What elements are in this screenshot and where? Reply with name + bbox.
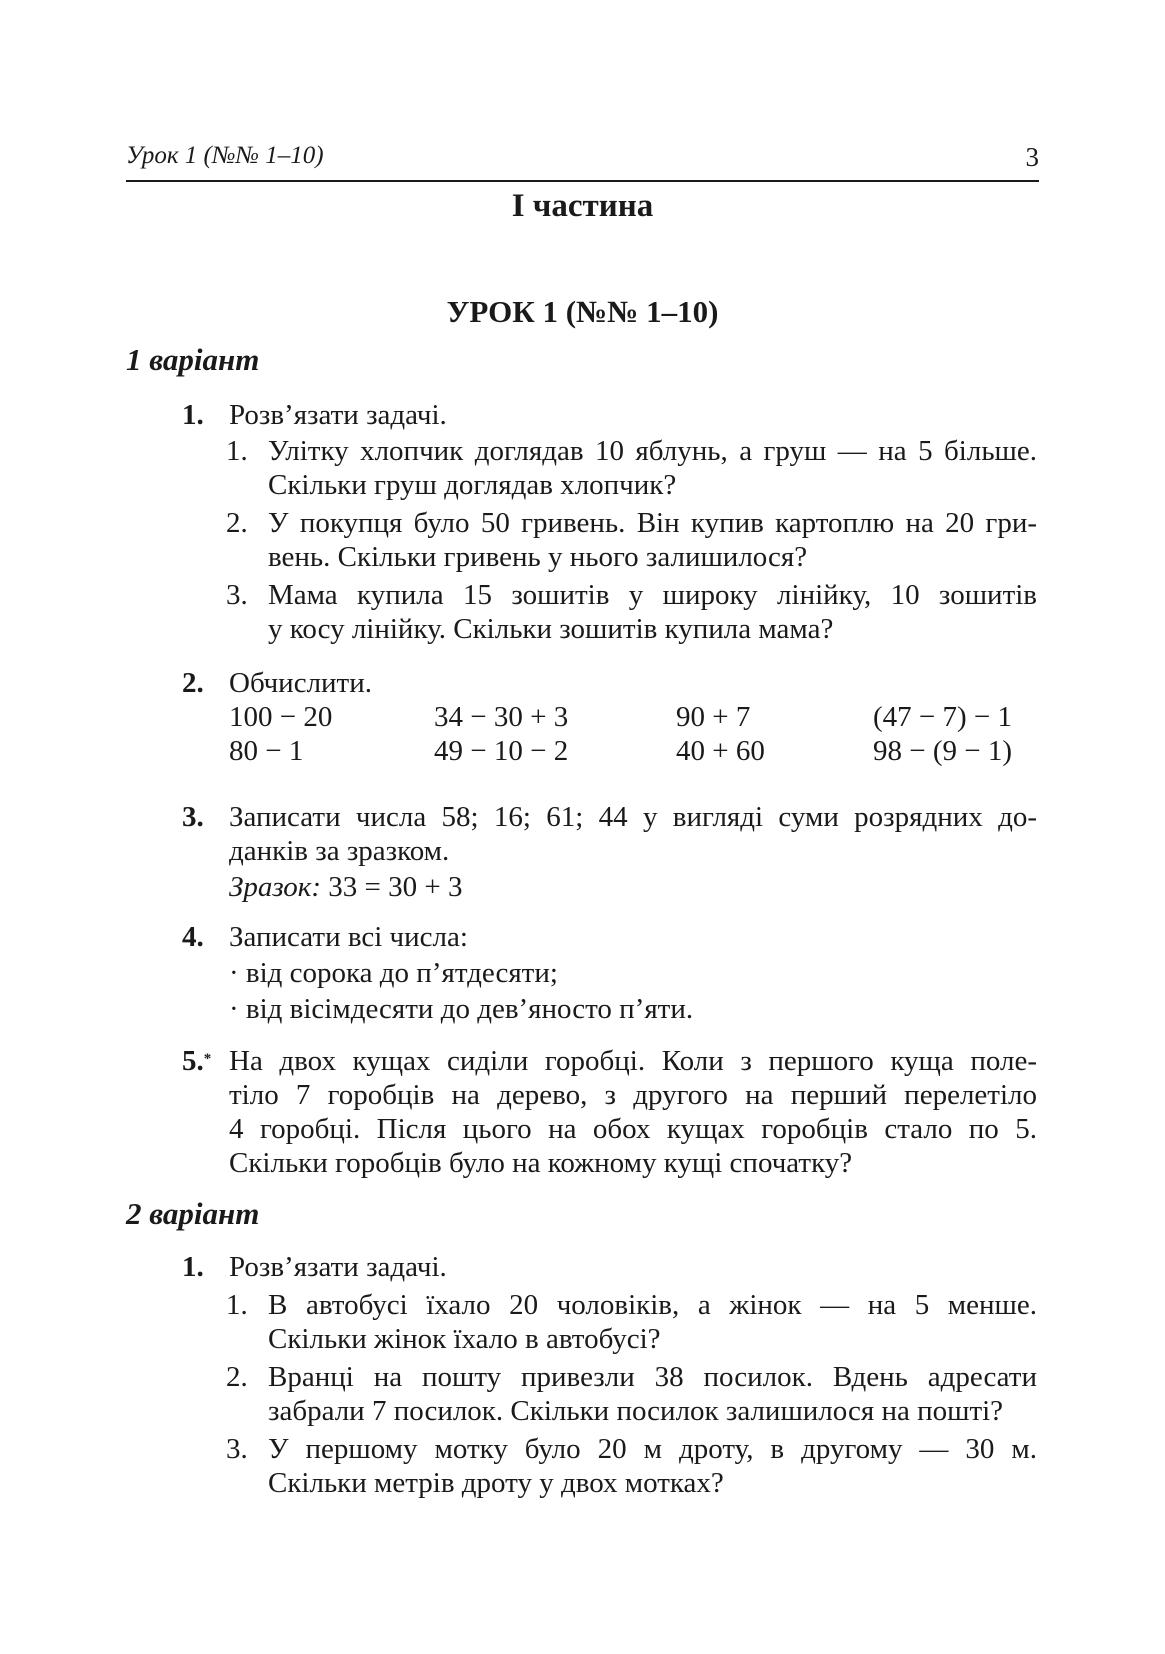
v1-task5-line2: тіло 7 горобців на дерево, з другого на перший перелетіло (229, 1079, 1037, 1111)
v1-task2-number: 2. (182, 667, 204, 699)
calc-expression: 49 − 10 − 2 (434, 735, 569, 767)
v1-problem1-line1: Улітку хлопчик доглядав 10 яблунь, а груш — на 5 більше. (268, 435, 1037, 467)
calc-expression: 80 − 1 (229, 735, 304, 767)
sample-label: Зразок: (229, 871, 322, 903)
v1-task5-line4: Скільки горобців було на кожному кущі спочатку? (229, 1147, 853, 1179)
calc-expression: 90 + 7 (676, 701, 751, 733)
variant-2-title: 2 варіант (126, 1196, 260, 1231)
v2-problem1-number: 1. (226, 1289, 248, 1321)
v2-task1-text: Розв’язати задачі. (229, 1251, 447, 1283)
v2-problem3-number: 3. (226, 1433, 248, 1465)
v1-task2-text: Обчислити. (229, 667, 373, 699)
v1-problem2-number: 2. (226, 507, 248, 539)
variant-1-title: 1 варіант (126, 342, 260, 377)
v1-problem1-line2: Скільки груш доглядав хлопчик? (268, 469, 677, 501)
v1-task4-bullet1: · від сорока до п’ятдесяти; (229, 957, 558, 989)
calc-expression: (47 − 7) − 1 (873, 701, 1013, 733)
calc-expression: 98 − (9 − 1) (873, 735, 1013, 767)
v1-problem3-line1: Мама купила 15 зошитів у широку лінійку, 10 зошитів (268, 579, 1037, 611)
v2-problem2-line2: забрали 7 посилок. Скільки посилок залишилося на пошті? (268, 1395, 1004, 1427)
sample-expression: 33 = 30 + 3 (328, 871, 463, 903)
v1-task1-text: Розв’язати задачі. (229, 399, 447, 431)
v1-problem3-number: 3. (226, 579, 248, 611)
v1-problem2-line1: У покупця було 50 гривень. Він купив картоплю на 20 гри- (268, 507, 1037, 539)
v1-task5-number: 5.* (182, 1045, 212, 1077)
v1-task1-number: 1. (182, 399, 204, 431)
v1-problem3-line2: у косу лінійку. Скільки зошитів купила мама? (268, 613, 834, 645)
calc-expression: 34 − 30 + 3 (434, 701, 569, 733)
v1-task3-line1: Записати числа 58; 16; 61; 44 у вигляді суми розрядних до- (229, 801, 1037, 833)
v1-task3-sample (229, 870, 462, 904)
v1-task4-number: 4. (182, 921, 204, 953)
v2-problem1-line1: В автобусі їхало 20 чоловіків, а жінок — на 5 менше. (268, 1289, 1037, 1321)
part-title: І частина (511, 188, 654, 224)
v2-problem3-line1: У першому мотку було 20 м дроту, в другому — 30 м. (268, 1433, 1037, 1465)
calc-expression: 100 − 20 (229, 701, 333, 733)
page-number: 3 (1025, 142, 1039, 172)
v1-task4-bullet2: · від вісімдесяти до дев’яносто п’яти. (229, 993, 694, 1025)
v1-task5-line1: На двох кущах сиділи горобці. Коли з першого куща поле- (229, 1045, 1037, 1077)
calc-expression: 40 + 60 (676, 735, 765, 767)
v2-problem3-line2: Скільки метрів дроту у двох мотках? (268, 1467, 724, 1499)
v1-task3-number: 3. (182, 801, 204, 833)
lesson-title: УРОК 1 (№№ 1–10) (446, 294, 719, 329)
v1-task4-text: Записати всі числа: (229, 921, 468, 953)
v2-task1-number: 1. (182, 1251, 204, 1283)
star-mark: * (203, 1051, 212, 1067)
v2-problem1-line2: Скільки жінок їхало в автобусі? (268, 1323, 661, 1355)
v1-problem1-number: 1. (226, 435, 248, 467)
running-title: Урок 1 (№№ 1–10) (126, 142, 324, 169)
v2-problem2-number: 2. (226, 1361, 248, 1393)
v1-task3-line2: данків за зразком. (229, 835, 450, 867)
v2-problem2-line1: Вранці на пошту привезли 38 посилок. Вдень адресати (268, 1361, 1037, 1393)
v1-problem2-line2: вень. Скільки гривень у нього залишилося? (268, 541, 808, 573)
v1-task5-line3: 4 горобці. Після цього на обох кущах горобців стало по 5. (229, 1113, 1037, 1145)
running-head (126, 138, 1039, 182)
